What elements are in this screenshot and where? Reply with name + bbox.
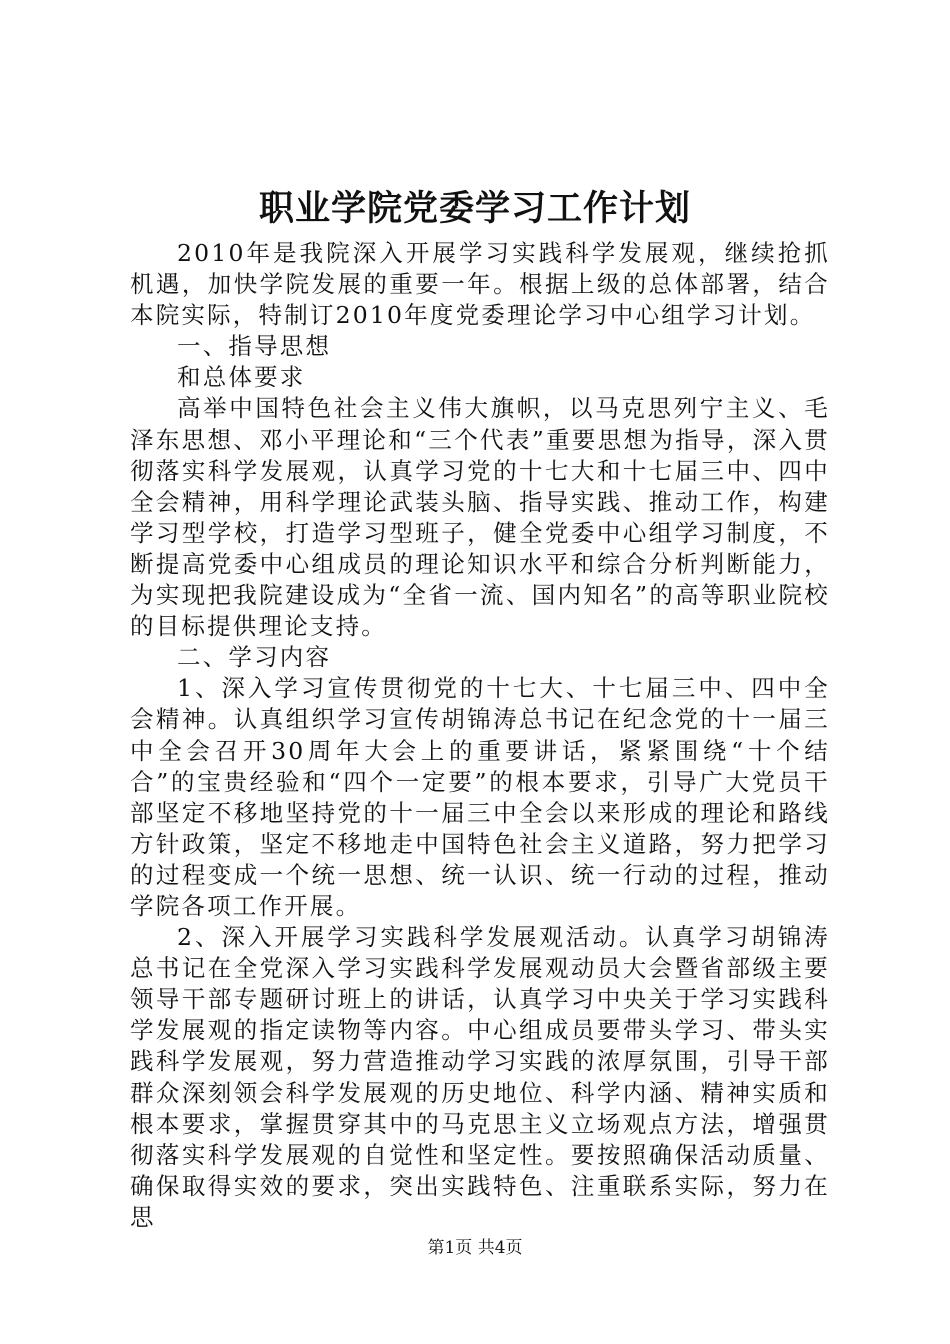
section-heading-study-content: 二、学习内容 (177, 643, 332, 672)
document-body (130, 238, 830, 1233)
study-item-2-paragraph: 2、深入开展学习实践科学发展观活动。认真学习胡锦涛总书记在全党深入学习实践科学发展观动员大会暨省部级主要领导干部专题研讨班上的讲话，认真学习中央关于学习实践科学发展观的指定读物等内容。中心组成员要带头学习、带头实践科学发展观，努力营造推动学习实践的浓厚氛围，引导干部群众深刻领会科学发展观的历史地位、科学内涵、精神实质和根本要求，掌握贯穿其中的马克思主义立场观点方法，增强贯彻落实科学发展观的自觉性和坚定性。要按照确保活动质量、确保取得实效的要求，突出实践特色、注重联系实际，努力在思 (130, 923, 830, 1231)
intro-paragraph: 2010年是我院深入开展学习实践科学发展观，继续抢抓机遇，加快学院发展的重要一年。根据上级的总体部署，结合本院实际，特制订2010年度党委理论学习中心组学习计划。 (130, 239, 830, 330)
page-number-footer: 第1页 共4页 (427, 1238, 523, 1258)
guiding-thought-paragraph: 高举中国特色社会主义伟大旗帜，以马克思列宁主义、毛泽东思想、邓小平理论和“三个代表”重要思想为指导，深入贯彻落实科学发展观，认真学习党的十七大和十七届三中、四中全会精神，用科学理论武装头脑、指导实践、推动工作，构建学习型学校，打造学习型班子，健全党委中心组学习制度，不断提高党委中心组成员的理论知识水平和综合分析判断能力，为实现把我院建设成为“全省一流、国内知名”的高等职业院校的目标提供理论支持。 (130, 394, 830, 641)
section-heading-overall-requirements: 和总体要求 (177, 363, 306, 392)
document-title: 职业学院党委学习工作计划 (258, 188, 691, 229)
study-item-1-paragraph: 1、深入学习宣传贯彻党的十七大、十七届三中、四中全会精神。认真组织学习宣传胡锦涛总书记在纪念党的十一届三中全会召开30周年大会上的重要讲话，紧紧围绕“十个结合”的宝贵经验和“四个一定要”的根本要求，引导广大党员干部坚定不移地坚持党的十一届三中全会以来形成的理论和路线方针政策，坚定不移地走中国特色社会主义道路，努力把学习的过程变成一个统一思想、统一认识、统一行动的过程，推动学院各项工作开展。 (130, 674, 830, 920)
section-heading-guiding-thought: 一、指导思想 (177, 332, 332, 361)
